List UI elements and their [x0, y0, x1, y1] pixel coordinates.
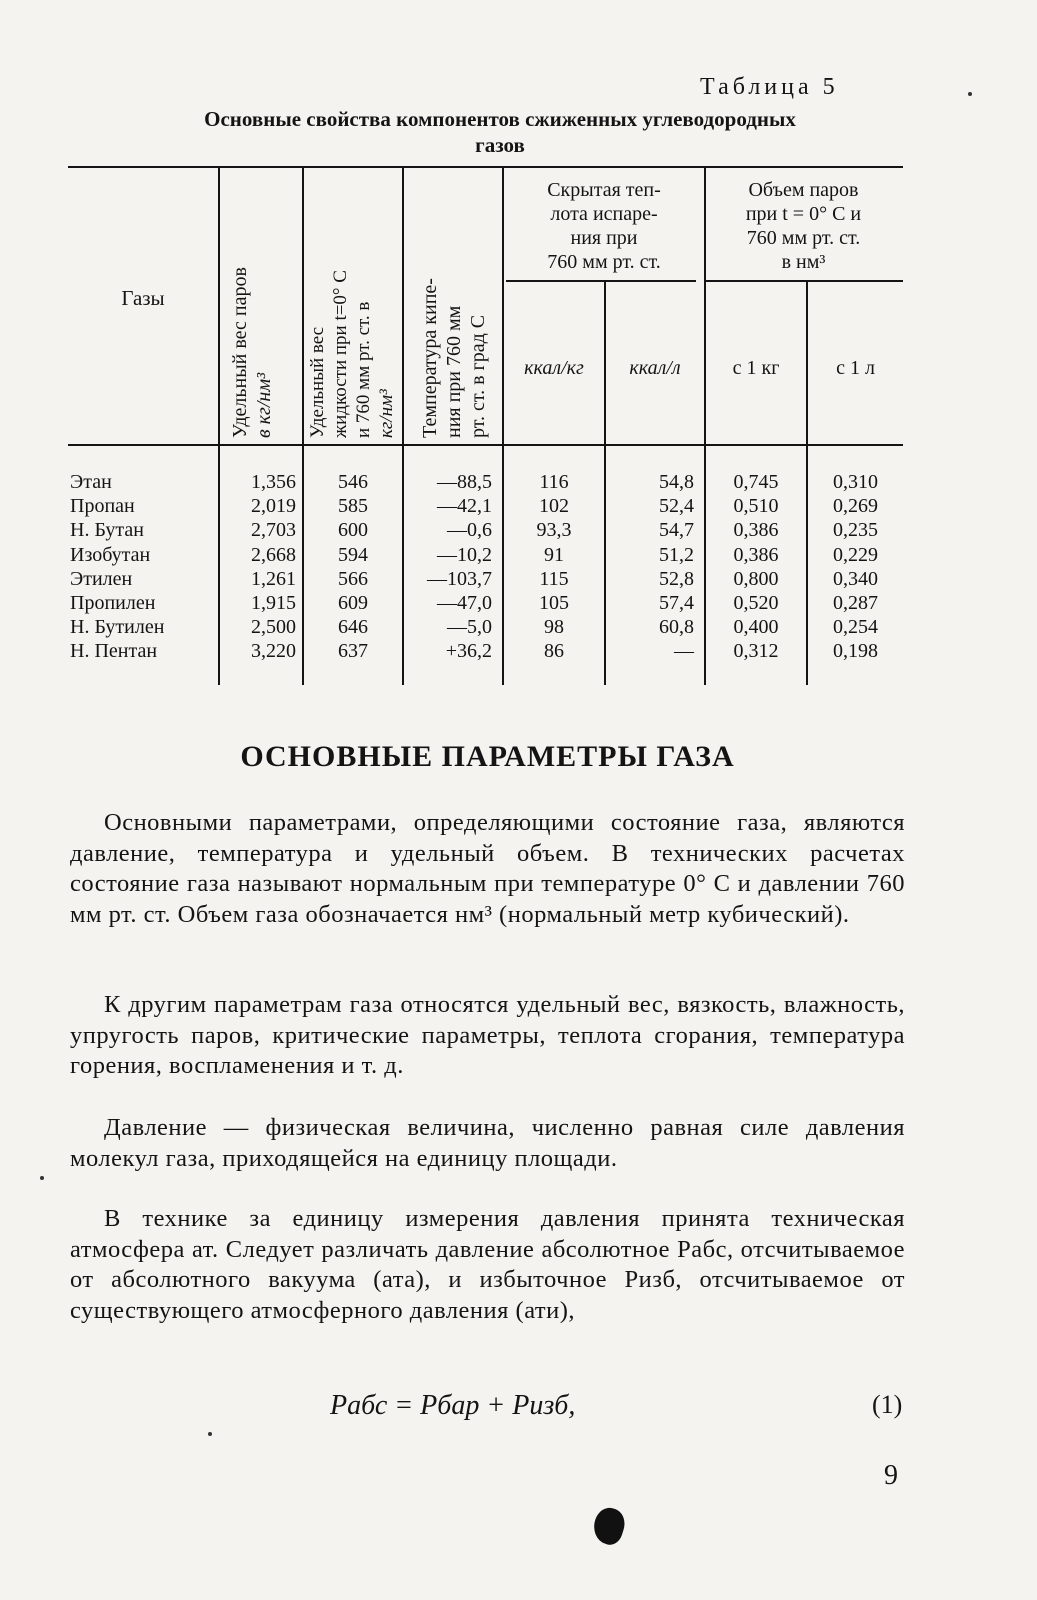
scan-speck — [40, 1176, 44, 1180]
column-volume-kg: 0,745 0,510 0,386 0,386 0,800 0,520 0,400 0,312 — [733, 471, 779, 663]
header-heat-kcal-l: ккал/л — [629, 357, 681, 379]
paragraph-4: В технике за единицу измерения давления принята техническая атмосфера ат. Следует различать давление абсолютное Pабс, отсчитываемое от абсолютного вакуума (ата), и избыточное Pизб, отсчитываемое от существующего атмосферного давления (ати), — [70, 1205, 905, 1324]
header-volume-per-l: с 1 л — [836, 357, 875, 379]
table-title — [70, 106, 930, 158]
table-title-line1: Основные свойства компонентов сжиженных углеводородных — [204, 107, 796, 131]
header-liquid-weight: Удельный вес жидкости при t=0° С и 760 мм рт. ст. в кг/нм³ — [307, 270, 397, 438]
header-boiling-temp: Температура кипе- ния при 760 мм рт. ст. в град С — [419, 278, 489, 438]
column-volume-l: 0,310 0,269 0,235 0,229 0,340 0,287 0,254 0,198 — [833, 471, 878, 663]
header-bottom-rule — [68, 444, 903, 446]
formula-1: Pабс = Pбар + Pизб, — [330, 1390, 576, 1421]
column-heat-kg: 116 102 93,3 91 115 105 98 86 — [536, 471, 572, 663]
column-vapor-weight: 1,356 2,019 2,703 2,668 1,261 1,915 2,500 3,220 — [251, 471, 296, 663]
header-vapor-weight: Удельный вес паров в кг/нм³ — [229, 267, 275, 438]
column-gases: Этан Пропан Н. Бутан Изобутан Этилен Пропилен Н. Бутилен Н. Пентан — [70, 471, 165, 663]
formula-number: (1) — [872, 1390, 903, 1419]
header-latent-heat: Скрытая теп- лота испаре- ния при 760 мм рт. ст. — [547, 179, 661, 273]
paragraph-1: Основными параметрами, определяющими состояние газа, являются давление, температура и удельный объем. В технических расчетах состояние газа называют нормальным при температуре 0° С и давлении 760 мм рт. ст. Объем газа обозначается нм³ (нормальный метр кубический). — [70, 809, 905, 928]
header-gases: Газы — [121, 286, 165, 310]
subheader-rule-volume — [706, 280, 903, 282]
header-vapor-volume: Объем паров при t = 0° С и 760 мм рт. ст. в нм³ — [745, 179, 862, 273]
paragraph-3: Давление — физическая величина, численно равная силе давления молекул газа, приходящейся на единицу площади. — [70, 1114, 905, 1172]
scan-speck — [208, 1432, 212, 1436]
subheader-rule-heat — [506, 280, 696, 282]
table-top-rule — [68, 166, 903, 168]
table-label: Таблица 5 — [700, 74, 839, 100]
column-heat-l: 54,8 52,4 54,7 51,2 52,8 57,4 60,8 — — [659, 471, 694, 663]
column-liquid-weight: 546 585 600 594 566 609 646 637 — [338, 471, 368, 663]
page-number: 9 — [884, 1460, 898, 1491]
scan-speck — [968, 92, 972, 96]
gas-properties-table — [68, 160, 903, 685]
section-heading: ОСНОВНЫЕ ПАРАМЕТРЫ ГАЗА — [240, 740, 735, 773]
paragraph-2: К другим параметрам газа относятся удельный вес, вязкость, влажность, упругость паров, критические параметры, теплота сгорания, температура горения, воспламенения и т. д. — [70, 991, 905, 1079]
ink-blot-mark — [589, 1504, 629, 1548]
header-heat-kcal-kg: ккал/кг — [524, 357, 584, 379]
header-volume-per-kg: с 1 кг — [732, 357, 780, 379]
table-title-line2: газов — [475, 133, 525, 157]
column-boiling-temp: —88,5 —42,1 —0,6 —10,2 —103,7 —47,0 —5,0 +36,2 — [427, 471, 492, 663]
